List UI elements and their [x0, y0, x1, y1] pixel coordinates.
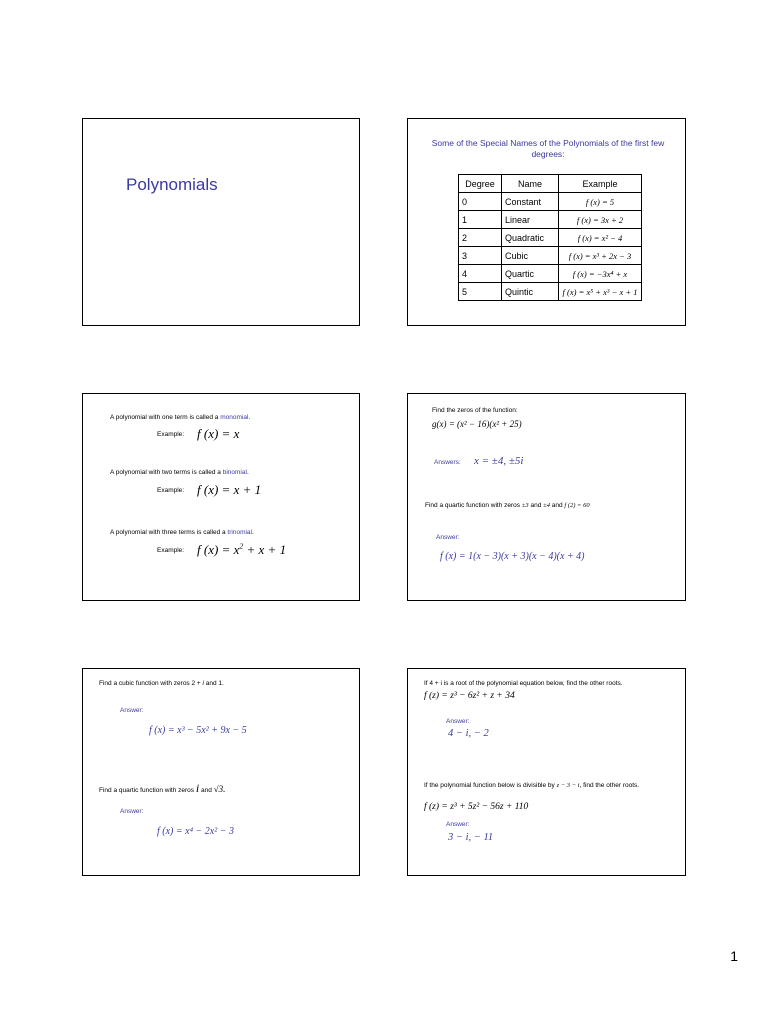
- question-text: Find a quartic function with zeros: [99, 787, 196, 794]
- table-row: [459, 229, 642, 247]
- header-degree: Degree: [459, 175, 502, 193]
- monomial-example: f (x) = x: [197, 426, 240, 441]
- example-label: Example:: [157, 487, 185, 494]
- monomial-definition: [110, 414, 250, 421]
- question-cubic: [99, 680, 224, 687]
- trinomial-term: trinomial: [227, 529, 252, 536]
- degree-cell: 5: [459, 283, 502, 301]
- question-text: and: [549, 502, 565, 509]
- period: .: [246, 469, 249, 476]
- question-text: and: [528, 502, 544, 509]
- trinomial-definition: [110, 529, 254, 536]
- function-g: g(x) = (x² − 16)(x² + 25): [432, 419, 522, 429]
- binomial-example: f (x) = x + 1: [197, 482, 262, 497]
- slide-6: [407, 668, 686, 876]
- page-number: 1: [730, 948, 738, 964]
- example-label: Example:: [157, 431, 185, 438]
- question-text: Find a quartic function with zeros: [425, 502, 522, 509]
- slide-heading: Some of the Special Names of the Polynomials of the first few degrees:: [431, 138, 665, 159]
- definition-text: A polynomial with two terms is called a: [110, 469, 223, 476]
- question-root: If 4 + i is a root of the polynomial equation below, find the other roots.: [424, 680, 623, 687]
- table-row: [459, 265, 642, 283]
- divisor: z − 3 − i: [556, 782, 580, 789]
- question-text: Find a cubic function with zeros 2 +: [99, 680, 203, 687]
- answers-label: Answers:: [434, 459, 461, 466]
- table-header-row: [459, 175, 642, 193]
- header-example: Example: [559, 175, 642, 193]
- degree-cell: 4: [459, 265, 502, 283]
- question-text: and 1.: [203, 680, 224, 687]
- binomial-term: binomial: [222, 469, 247, 476]
- degree-cell: 1: [459, 211, 502, 229]
- example-cell: f (x) = x³ + 2x − 3: [559, 247, 642, 265]
- condition-value: f (2) = 60: [564, 502, 590, 509]
- degree-cell: 2: [459, 229, 502, 247]
- question-text: If the polynomial function below is divisible by: [424, 782, 557, 789]
- example-label: Example:: [157, 547, 185, 554]
- equation-1: f (z) = z³ − 6z² + z + 34: [424, 691, 515, 701]
- answer-value: 4 − i, − 2: [448, 728, 489, 739]
- root-value: √3.: [213, 784, 226, 794]
- question-text: and: [199, 787, 214, 794]
- trinomial-part: f (x) = x: [197, 542, 240, 557]
- definition-text: A polynomial with one term is called a: [110, 414, 221, 421]
- definition-text: A polynomial with three terms is called a: [110, 529, 228, 536]
- zero-value: ±4: [543, 502, 550, 509]
- answer-value: 3 − i, − 11: [448, 832, 494, 843]
- name-cell: Linear: [502, 211, 559, 229]
- question-divisible: [424, 781, 674, 791]
- table-row: [459, 211, 642, 229]
- period: .: [251, 529, 254, 536]
- header-name: Name: [502, 175, 559, 193]
- answers-value: x = ±4, ±5i: [474, 455, 524, 467]
- answer-label: Answer:: [446, 718, 470, 725]
- table-row: [459, 193, 642, 211]
- trinomial-example: [197, 542, 286, 558]
- answer-value: f (x) = x³ − 5x² + 9x − 5: [149, 725, 247, 736]
- answer-value: f (x) = x⁴ − 2x² − 3: [157, 826, 234, 837]
- example-cell: f (x) = 3x + 2: [559, 211, 642, 229]
- name-cell: Cubic: [502, 247, 559, 265]
- name-cell: Quadratic: [502, 229, 559, 247]
- question-text: , find the other roots.: [579, 782, 640, 789]
- slide-5: [82, 668, 360, 876]
- question-zeros: Find the zeros of the function:: [432, 407, 518, 414]
- slide-title: Polynomials: [126, 175, 218, 194]
- degree-table: [458, 174, 642, 301]
- question-quartic: [425, 502, 590, 509]
- exponent: 2: [239, 541, 244, 551]
- example-cell: f (x) = 5: [559, 193, 642, 211]
- table-row: [459, 283, 642, 301]
- slide-1: [82, 118, 360, 326]
- answer-value: f (x) = 1(x − 3)(x + 3)(x − 4)(x + 4): [440, 551, 585, 562]
- example-cell: f (x) = x⁵ + x³ − x + 1: [559, 283, 642, 301]
- period: .: [248, 414, 251, 421]
- answer-label: Answer:: [120, 808, 144, 815]
- name-cell: Constant: [502, 193, 559, 211]
- table-row: [459, 247, 642, 265]
- slide-3: [82, 393, 360, 601]
- zero-value: ±3: [521, 502, 529, 509]
- slide-2: [407, 118, 686, 326]
- degree-cell: 0: [459, 193, 502, 211]
- example-cell: f (x) = −3x⁴ + x: [559, 265, 642, 283]
- degree-cell: 3: [459, 247, 502, 265]
- question-quartic: [99, 781, 225, 796]
- answer-label: Answer:: [446, 821, 470, 828]
- answer-label: Answer:: [120, 707, 144, 714]
- imaginary-unit: i: [195, 781, 200, 795]
- name-cell: Quintic: [502, 283, 559, 301]
- trinomial-part: + x + 1: [243, 542, 287, 557]
- answer-label: Answer:: [436, 534, 460, 541]
- equation-2: f (z) = z³ + 5z² − 56z + 110: [424, 802, 529, 812]
- binomial-definition: [110, 469, 249, 476]
- monomial-term: monomial: [220, 414, 249, 421]
- slide-4: [407, 393, 686, 601]
- example-cell: f (x) = x² − 4: [559, 229, 642, 247]
- imaginary-unit: i: [202, 680, 204, 687]
- name-cell: Quartic: [502, 265, 559, 283]
